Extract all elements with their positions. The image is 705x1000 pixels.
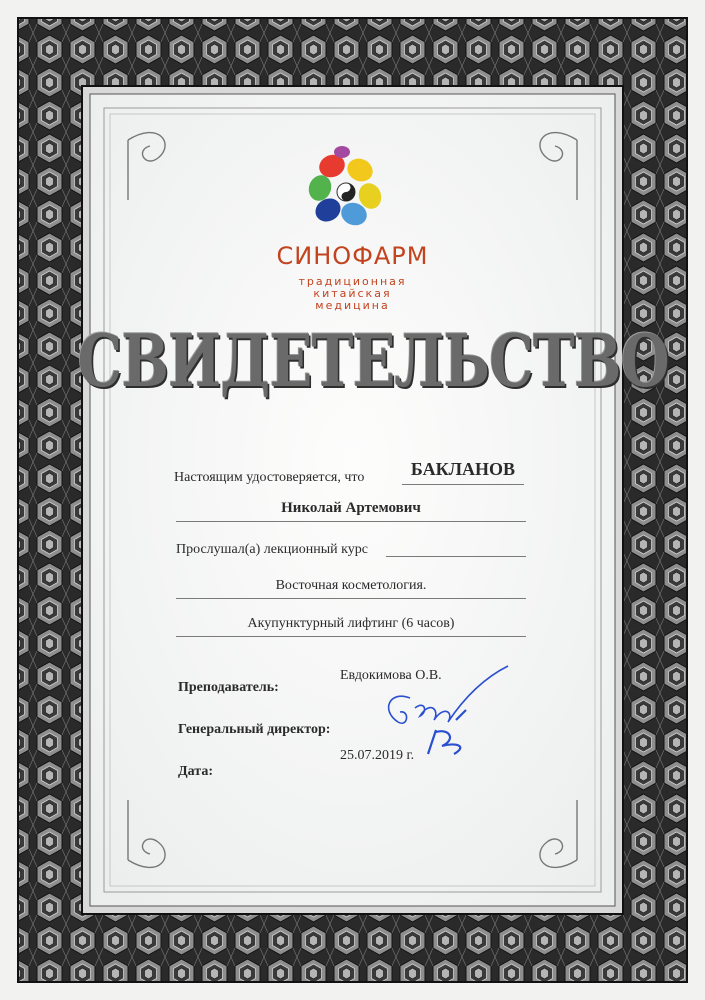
logo-subtitle-line-2: китайская (313, 287, 392, 300)
course-topic-line (176, 636, 526, 637)
course-label: Прослушал(а) лекционный курс (176, 542, 368, 557)
signatures-graphic (370, 650, 520, 760)
logo-subtitle-line-1: традиционная (298, 275, 407, 288)
teacher-label: Преподаватель: (178, 680, 279, 695)
course-name: Восточная косметология. (275, 578, 427, 593)
director-label: Генеральный директор: (178, 722, 331, 737)
course-label-line (386, 556, 526, 557)
surname-line (402, 484, 524, 485)
given-names-line (176, 521, 526, 522)
certify-label: Настоящим удостоверяется, что (174, 470, 365, 485)
logo-name: СИНОФАРМ (276, 242, 429, 270)
teacher-signature-icon (389, 666, 508, 723)
director-signature-icon (428, 710, 466, 754)
logo-subtitle-line-3: медицина (315, 299, 390, 312)
course-topic: Акупунктурный лифтинг (6 часов) (247, 616, 455, 631)
page-title: СВИДЕТЕЛЬСТВО (77, 318, 669, 403)
surname: БАКЛАНОВ (410, 459, 516, 479)
given-names: Николай Артемович (281, 500, 421, 516)
date-value: 25.07.2019 г. (340, 748, 415, 763)
course-name-line (176, 598, 526, 599)
teacher-name: Евдокимова О.В. (340, 668, 442, 683)
date-label: Дата: (178, 764, 213, 779)
